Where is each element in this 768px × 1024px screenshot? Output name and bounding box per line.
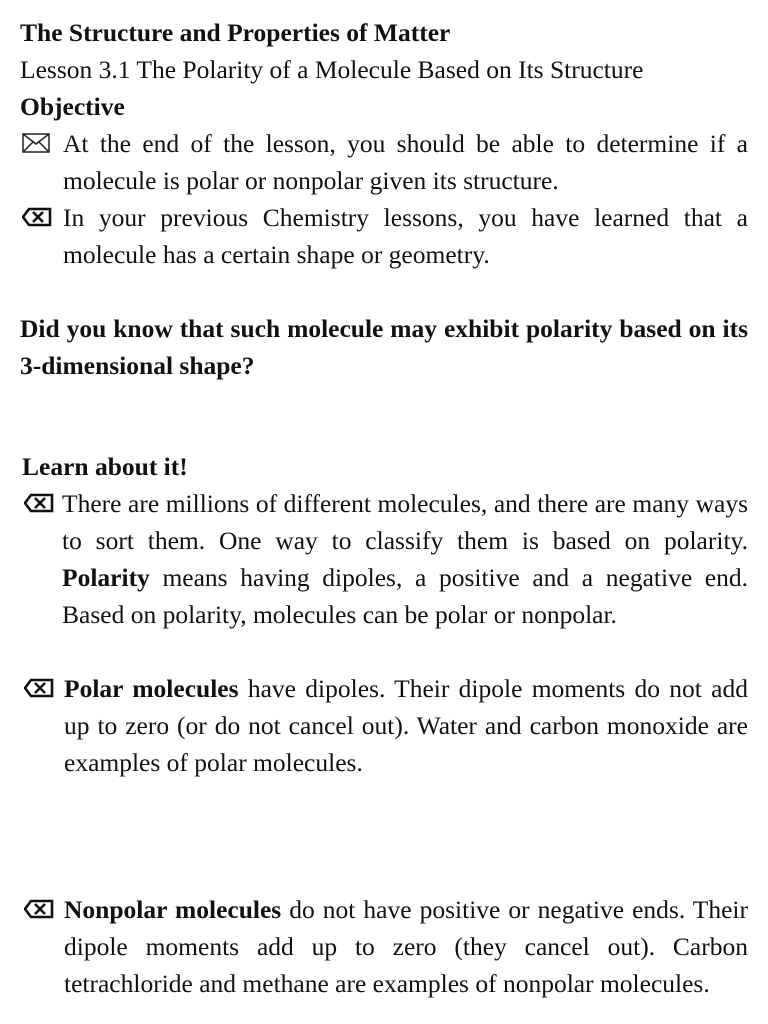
term-nonpolar-molecules: Nonpolar molecules xyxy=(64,895,282,924)
page-title: The Structure and Properties of Matter xyxy=(20,18,451,47)
checkbox-x-icon xyxy=(22,207,50,229)
learn-item-polar xyxy=(64,670,748,781)
key-question: Did you know that such molecule may exhibit polarity based on its 3-dimensional shape? xyxy=(20,314,748,380)
learn-heading: Learn about it! xyxy=(22,452,188,481)
checkbox-x-icon xyxy=(24,678,52,700)
envelope-icon xyxy=(22,133,50,155)
learn-item-nonpolar xyxy=(64,891,748,1002)
learn-item-polarity-text-2: means having dipoles, a positive and a negative end. Based on polarity, molecules can be polar or nonpolar. xyxy=(62,563,748,629)
term-polarity: Polarity xyxy=(62,563,150,592)
checkbox-x-icon xyxy=(24,899,52,921)
learn-item-polarity xyxy=(62,485,748,633)
lesson-title: Lesson 3.1 The Polarity of a Molecule Based on Its Structure xyxy=(20,55,644,84)
learn-item-polarity-text-1: There are millions of different molecules, and there are many ways to sort them. One way to classify them is based on polarity. xyxy=(62,489,748,555)
learn-item-nonpolar-text: do not have positive or negative ends. Their dipole moments add up to zero (they cancel out). Carbon tetrachloride and methane are examples of nonpolar molecules. xyxy=(64,895,748,998)
term-polar-molecules: Polar molecules xyxy=(64,674,239,703)
objective-heading: Objective xyxy=(20,92,125,121)
objective-item-2: In your previous Chemistry lessons, you have learned that a molecule has a certain shape or geometry. xyxy=(63,203,748,269)
objective-item-1: At the end of the lesson, you should be able to determine if a molecule is polar or nonpolar given its structure. xyxy=(63,129,748,195)
checkbox-x-icon xyxy=(24,493,52,515)
learn-item-polar-text: have dipoles. Their dipole moments do not add up to zero (or do not cancel out). Water and carbon monoxide are examples of polar molecules. xyxy=(64,674,748,777)
